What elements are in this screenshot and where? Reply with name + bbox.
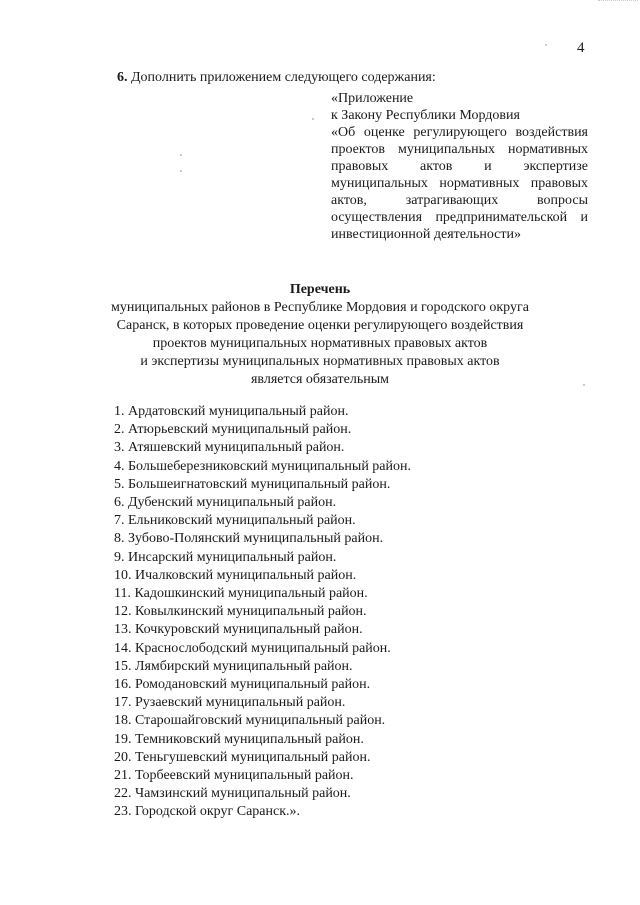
list-item: 18. Старошайговский муниципальный район.: [114, 713, 386, 729]
page-number: 4: [577, 40, 585, 56]
list-item: 2. Атюрьевский муниципальный район.: [114, 422, 352, 438]
list-item: 17. Рузаевский муниципальный район.: [114, 695, 346, 711]
list-item: 16. Ромодановский муниципальный район.: [114, 677, 371, 693]
list-item: 15. Лямбирский муниципальный район.: [114, 658, 353, 674]
list-item: 22. Чамзинский муниципальный район.: [114, 786, 351, 802]
appendix-label: «Приложение: [331, 91, 414, 106]
list-item: 8. Зубово-Полянский муниципальный район.: [114, 531, 384, 547]
list-description-line: проектов муниципальных нормативных правовых актов: [152, 336, 488, 351]
list-item: 4. Большеберезниковский муниципальный район.: [114, 458, 412, 474]
list-item: 1. Ардатовский муниципальный район.: [114, 404, 349, 419]
appendix-header: [331, 90, 588, 243]
list-item: 20. Теньгушевский муниципальный район.: [114, 749, 371, 765]
list-item: 7. Ельниковский муниципальный район.: [114, 513, 356, 529]
scan-speck: [545, 44, 547, 46]
item-6-text: Дополнить приложением следующего содержания:: [131, 70, 436, 85]
list-item: 9. Инсарский муниципальный район.: [114, 549, 337, 565]
scan-mark: [598, 0, 638, 4]
appendix-law-title: «Об оценке регулирующего воздействия проектов муниципальных нормативных правовых актов и экспертизе муниципальных нормативных правовых актов, затрагивающих вопросы осуществления предпринимательской и инвестиционной деятельности»: [331, 125, 588, 242]
item-6-number: 6.: [117, 70, 128, 85]
list-title: [80, 281, 560, 389]
list-description-line: Саранск, в которых проведение оценки регулирующего воздействия: [116, 318, 524, 333]
scan-speck: [583, 384, 585, 386]
district-list: [114, 403, 514, 822]
list-item: 23. Городской округ Саранск.».: [114, 804, 301, 820]
list-item: 6. Дубенский муниципальный район.: [114, 495, 337, 511]
list-item: 13. Кочкуровский муниципальный район.: [114, 622, 363, 638]
list-description-line: муниципальных районов в Республике Мордовия и городского округа: [111, 300, 529, 315]
list-item: 19. Темниковский муниципальный район.: [114, 731, 364, 747]
appendix-law-ref: к Закону Республики Мордовия: [331, 108, 520, 123]
list-description-line: и экспертизы муниципальных нормативных правовых актов: [140, 354, 500, 369]
list-item: 3. Атяшевский муниципальный район.: [114, 440, 345, 456]
list-heading: Перечень: [289, 282, 351, 297]
item-6: [117, 69, 597, 86]
list-item: 5. Большеигнатовский муниципальный район.: [114, 476, 391, 492]
list-item: 11. Кадошкинский муниципальный район.: [114, 586, 368, 602]
list-item: 10. Ичалковский муниципальный район.: [114, 567, 357, 583]
scan-speck: [180, 170, 182, 172]
list-description-line: является обязательным: [250, 372, 389, 387]
scan-speck: [180, 154, 182, 156]
list-item: 21. Торбеевский муниципальный район.: [114, 768, 354, 784]
list-item: 14. Краснослободский муниципальный район.: [114, 640, 391, 656]
scan-speck: [312, 118, 314, 120]
list-item: 12. Ковылкинский муниципальный район.: [114, 604, 367, 620]
